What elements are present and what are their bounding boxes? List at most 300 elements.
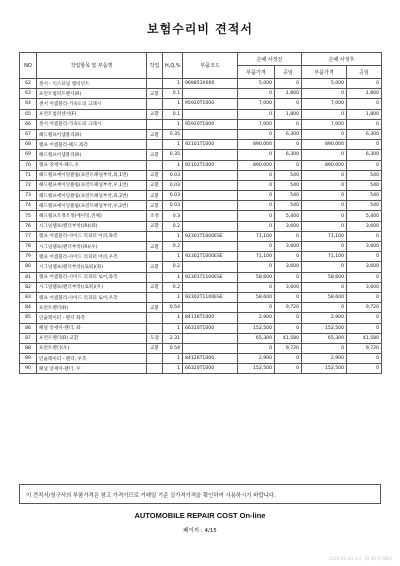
cell-l1: 9,720 (275, 343, 302, 353)
cell-l2: 6,300 (347, 129, 382, 139)
cell-p2: 2,900 (302, 313, 347, 323)
cell-p2: 0 (302, 242, 347, 252)
table-row (20, 323, 382, 333)
cell-l1: 0 (275, 313, 302, 323)
cell-item: 헤드램프에이밍클립(프런트패널부착,좌,2번) (37, 191, 147, 201)
cell-l1: 6,300 (275, 129, 302, 139)
cell-no: 90 (20, 364, 37, 374)
cell-no: 75 (20, 211, 37, 221)
cell-work: 조정 (147, 211, 163, 221)
cell-code: 84126T1000 (183, 354, 238, 364)
table-row (20, 252, 382, 262)
header-price-before: 부품가격 (238, 66, 275, 79)
cell-item: 램프 어셈블리-헤드,좌측 (37, 140, 147, 150)
header-hq: H,Q,% (163, 53, 183, 79)
brand-footer: AUTOMOBILE REPAIR COST On-line (134, 511, 266, 520)
cell-item: 프런트펜더(우) (37, 343, 147, 353)
cell-work (147, 364, 163, 374)
cell-item: 센서 - 익스터널 앰비언트 (37, 79, 147, 89)
cell-l2: 3,600 (347, 221, 382, 231)
cell-l2: 540 (347, 180, 382, 190)
cell-work (147, 272, 163, 282)
cell-p1: 2,900 (238, 354, 275, 364)
cell-no: 66 (20, 119, 37, 129)
cell-work (147, 252, 163, 262)
header-price-after: 부품가격 (302, 66, 347, 79)
cell-code (183, 211, 238, 221)
cell-work: 교환 (147, 109, 163, 119)
cell-l1: 0 (275, 99, 302, 109)
cell-hq: 1 (163, 252, 183, 262)
cell-work: 교환 (147, 150, 163, 160)
cell-hq: 2.31 (163, 333, 183, 343)
cell-item: 센서 어셈블리-가속도의 크래시 (37, 119, 147, 129)
cell-item: 프런트범퍼센서(F) (37, 109, 147, 119)
table-row (20, 313, 382, 323)
cell-p1: 0 (238, 303, 275, 313)
table-row (20, 119, 382, 129)
cell-p2: 0 (302, 262, 347, 272)
table-row (20, 170, 382, 180)
cell-code (183, 343, 238, 353)
cell-item: 시그널램프(펜더부착)(로워)(우) (37, 282, 147, 292)
cell-no: 81 (20, 272, 37, 282)
cell-code (183, 109, 238, 119)
cell-no: 79 (20, 252, 37, 262)
cell-code: 92102T1000 (183, 160, 238, 170)
cell-code (183, 89, 238, 99)
cell-l1: 6,300 (275, 150, 302, 160)
page-number: 페이지 : 4/15 (183, 528, 217, 534)
cell-p1: 0 (238, 221, 275, 231)
cell-no: 80 (20, 262, 37, 272)
cell-item: 헤드램프조정조정(에이밍,전체) (37, 211, 147, 221)
cell-l2: 0 (347, 119, 382, 129)
cell-work (147, 323, 163, 333)
cell-item: 인슐레이터 - 펜더, 우측 (37, 354, 147, 364)
cell-p1: 0 (238, 282, 275, 292)
cell-l2: 3,600 (347, 262, 382, 272)
cell-hq: 1 (163, 140, 183, 150)
cell-code (183, 262, 238, 272)
cell-code: 66310T1000 (183, 323, 238, 333)
cell-item: 프런트펜더(R) (37, 303, 147, 313)
cell-hq: 0.2 (163, 262, 183, 272)
cell-p2: 890,000 (302, 160, 347, 170)
cell-p1: 0 (238, 109, 275, 119)
table-row (20, 231, 382, 241)
cell-l2: 9,720 (347, 343, 382, 353)
cell-l2: 0 (347, 323, 382, 333)
cell-l2: 0 (347, 292, 382, 302)
cell-p2: 58,600 (302, 292, 347, 302)
cell-code: 66320T1000 (183, 364, 238, 374)
cell-p1: 0 (238, 180, 275, 190)
cell-code (183, 333, 238, 343)
cell-work: 교환 (147, 221, 163, 231)
cell-l2: 540 (347, 191, 382, 201)
cell-p1: 0 (238, 242, 275, 252)
cell-code (183, 129, 238, 139)
cell-l1: 3,600 (275, 221, 302, 231)
cell-l2: 0 (347, 313, 382, 323)
table-row (20, 282, 382, 292)
cell-hq: 0.03 (163, 201, 183, 211)
cell-work (147, 354, 163, 364)
table-row (20, 129, 382, 139)
cell-item: 램프 어셈블리-사이드 리피터 어퍼,좌측 (37, 231, 147, 241)
cell-no: 87 (20, 333, 37, 343)
cell-p2: 0 (302, 180, 347, 190)
cell-work: 교환 (147, 303, 163, 313)
cell-work: 교환 (147, 242, 163, 252)
cell-work: 교환 (147, 201, 163, 211)
cell-no: 65 (20, 109, 37, 119)
cell-hq: 1 (163, 292, 183, 302)
cell-l1: 0 (275, 354, 302, 364)
cell-hq: 1 (163, 313, 183, 323)
cell-item: 헤드램프어셈블리(R) (37, 129, 147, 139)
cell-l2: 41,580 (347, 333, 382, 343)
cell-code (183, 150, 238, 160)
cell-no: 88 (20, 343, 37, 353)
header-no: NO (20, 53, 37, 79)
cell-code: 84116T1000 (183, 313, 238, 323)
cell-p1: 0 (238, 191, 275, 201)
cell-code: 92301T1000ESE (183, 231, 238, 241)
cell-l1: 0 (275, 119, 302, 129)
cell-hq: 0.2 (163, 242, 183, 252)
table-header-row (20, 53, 382, 66)
cell-hq: 1 (163, 119, 183, 129)
cell-l1: 1,800 (275, 109, 302, 119)
cell-l2: 1,800 (347, 109, 382, 119)
cell-p2: 2,900 (302, 354, 347, 364)
cell-work (147, 231, 163, 241)
cell-code: 92302T1000ESE (183, 252, 238, 262)
cell-no: 74 (20, 201, 37, 211)
cell-no: 72 (20, 180, 37, 190)
cell-hq: 0.54 (163, 303, 183, 313)
cell-p2: 0 (302, 303, 347, 313)
cell-l1: 540 (275, 170, 302, 180)
cell-no: 82 (20, 282, 37, 292)
cell-item: 헤드램프에이밍클립(프런트패널부착,좌,1번) (37, 170, 147, 180)
cell-hq: 1 (163, 231, 183, 241)
cell-p2: 0 (302, 129, 347, 139)
cell-p2: 58,600 (302, 272, 347, 282)
table-row (20, 292, 382, 302)
cell-code: 95920T1000 (183, 119, 238, 129)
cell-p1: 58,600 (238, 272, 275, 282)
cell-hq: 1 (163, 272, 183, 282)
cell-p2: 0 (302, 109, 347, 119)
cell-item: 패널 앗세이-펜더, 좌 (37, 323, 147, 333)
cell-hq: 0.35 (163, 129, 183, 139)
cell-p2: 0 (302, 221, 347, 231)
cell-no: 71 (20, 170, 37, 180)
cell-l1: 0 (275, 364, 302, 374)
cell-work: 교환 (147, 170, 163, 180)
cell-work (147, 140, 163, 150)
header-code: 부품코드 (183, 53, 238, 79)
cell-work: 교환 (147, 191, 163, 201)
cell-item: 시그널램프(펜더부착)(R)(우) (37, 242, 147, 252)
cell-l1: 3,600 (275, 262, 302, 272)
cell-hq: 0.03 (163, 180, 183, 190)
cell-l2: 1,800 (347, 89, 382, 99)
table-row (20, 180, 382, 190)
cell-l2: 0 (347, 99, 382, 109)
table-row (20, 262, 382, 272)
cell-hq: 1 (163, 354, 183, 364)
table-row (20, 160, 382, 170)
cell-p1: 152,500 (238, 364, 275, 374)
cell-code (183, 191, 238, 201)
cell-l1: 540 (275, 180, 302, 190)
table-row (20, 79, 382, 89)
cell-l1: 0 (275, 292, 302, 302)
cell-p1: 0 (238, 343, 275, 353)
cell-item: 시그널램프(펜더부착)(로워)(좌) (37, 262, 147, 272)
cell-l1: 0 (275, 323, 302, 333)
cell-code: 969853X000 (183, 79, 238, 89)
cell-p1: 65,300 (238, 333, 275, 343)
cell-p2: 5,000 (302, 79, 347, 89)
cell-no: 69 (20, 150, 37, 160)
cell-code: 92101T1000 (183, 140, 238, 150)
cell-p1: 71,100 (238, 252, 275, 262)
cell-work (147, 313, 163, 323)
cell-hq: 1 (163, 364, 183, 374)
cell-p2: 0 (302, 89, 347, 99)
table-row (20, 191, 382, 201)
cell-l2: 5,400 (347, 211, 382, 221)
cell-l2: 0 (347, 231, 382, 241)
cell-p2: 71,100 (302, 231, 347, 241)
cell-hq: 0.03 (163, 191, 183, 201)
cell-p2: 890,000 (302, 140, 347, 150)
cell-p2: 0 (302, 150, 347, 160)
cell-p2: 7,000 (302, 99, 347, 109)
cell-hq: 0.2 (163, 282, 183, 292)
cell-work: 교환 (147, 129, 163, 139)
cell-hq: 1 (163, 160, 183, 170)
cell-l1: 0 (275, 272, 302, 282)
table-row (20, 343, 382, 353)
cell-l2: 0 (347, 160, 382, 170)
cell-item: 시그널램프(펜더부착)(R)(좌) (37, 221, 147, 231)
cell-l2: 6,300 (347, 150, 382, 160)
header-after: 손해 사정후 (302, 53, 382, 66)
cell-no: 73 (20, 191, 37, 201)
cell-work: 교환 (147, 180, 163, 190)
table-row (20, 272, 382, 282)
cell-p2: 0 (302, 170, 347, 180)
cell-item: 인슐레이터 - 펜더 좌측 (37, 313, 147, 323)
cell-hq: 0.2 (163, 221, 183, 231)
cell-l2: 0 (347, 252, 382, 262)
cell-no: 67 (20, 129, 37, 139)
cell-item: 램프 앗세이-헤드,우 (37, 160, 147, 170)
notice-box: 이 견적서/청구서의 부품가격은 참고 가격이므로 거래일 기준 실가격가격을 확인하여 사용하시기 바랍니다. (19, 484, 381, 504)
cell-l1: 0 (275, 252, 302, 262)
cell-item: 프런트범퍼트렌서(R) (37, 89, 147, 99)
cell-p1: 0 (238, 129, 275, 139)
cell-no: 84 (20, 303, 37, 313)
cell-l2: 0 (347, 354, 382, 364)
cell-hq: 0.1 (163, 89, 183, 99)
cell-work (147, 79, 163, 89)
cell-no: 63 (20, 89, 37, 99)
cell-p2: 0 (302, 343, 347, 353)
cell-p1: 152,500 (238, 323, 275, 333)
cell-l1: 540 (275, 201, 302, 211)
cell-work (147, 99, 163, 109)
header-before: 손해 사정전 (238, 53, 302, 66)
cell-code: 92301T1100ESE (183, 272, 238, 282)
header-item: 작업항목 및 부품명 (37, 53, 147, 79)
cell-l1: 5,400 (275, 211, 302, 221)
cell-l1: 540 (275, 191, 302, 201)
cell-work (147, 119, 163, 129)
cell-item: 램프 어셈블리-사이드 리피터 어퍼,우측 (37, 252, 147, 262)
header-labor-before: 공임 (275, 66, 302, 79)
cell-no: 89 (20, 354, 37, 364)
cell-hq: 0.35 (163, 150, 183, 160)
cell-p2: 65,300 (302, 333, 347, 343)
cell-hq: 1 (163, 99, 183, 109)
cell-code (183, 282, 238, 292)
estimate-table (19, 52, 382, 374)
cell-l2: 540 (347, 201, 382, 211)
cell-code: 95920T1000 (183, 99, 238, 109)
cell-p1: 7,000 (238, 99, 275, 109)
table-row (20, 221, 382, 231)
table-row (20, 242, 382, 252)
cell-code (183, 221, 238, 231)
cell-p2: 7,000 (302, 119, 347, 129)
cell-p1: 0 (238, 150, 275, 160)
cell-l1: 1,800 (275, 89, 302, 99)
cell-work (147, 292, 163, 302)
cell-l2: 3,600 (347, 242, 382, 252)
cell-hq: 1 (163, 79, 183, 89)
cell-p1: 0 (238, 89, 275, 99)
cell-work: 교환 (147, 282, 163, 292)
document-title: 보험수리비 견적서 (147, 22, 253, 36)
cell-work (147, 160, 163, 170)
cell-p2: 152,500 (302, 364, 347, 374)
table-row (20, 364, 382, 374)
cell-hq: 1 (163, 323, 183, 333)
cell-work: 교환 (147, 343, 163, 353)
cell-no: 76 (20, 221, 37, 231)
table-row (20, 109, 382, 119)
cell-l1: 0 (275, 79, 302, 89)
cell-item: 헤드램프어셈블리(R) (37, 150, 147, 160)
table-row (20, 89, 382, 99)
cell-p1: 0 (238, 201, 275, 211)
cell-l1: 0 (275, 231, 302, 241)
cell-p1: 71,100 (238, 231, 275, 241)
cell-l2: 9,720 (347, 303, 382, 313)
table-row (20, 333, 382, 343)
cell-l1: 9,720 (275, 303, 302, 313)
cell-code (183, 180, 238, 190)
cell-item: 헤드램프에이밍클립(프런트패널부착,우,1번) (37, 180, 147, 190)
cell-work: 교환 (147, 89, 163, 99)
cell-item: 램프 어셈블리-사이드 리피터 로어,우측 (37, 292, 147, 302)
cell-item: 헤드램프에이밍클립(프런트패널부착,우,2번) (37, 201, 147, 211)
table-row (20, 354, 382, 364)
cell-p1: 58,600 (238, 292, 275, 302)
cell-no: 64 (20, 99, 37, 109)
cell-hq: 0.03 (163, 170, 183, 180)
cell-p2: 0 (302, 201, 347, 211)
cell-item: 프런트펜더(R) 교환 (37, 333, 147, 343)
cell-code: 92302T1100ESE (183, 292, 238, 302)
cell-no: 68 (20, 140, 37, 150)
cell-p1: 0 (238, 262, 275, 272)
cell-l1: 0 (275, 140, 302, 150)
cell-p2: 0 (302, 211, 347, 221)
cell-no: 77 (20, 231, 37, 241)
cell-no: 86 (20, 323, 37, 333)
cell-p1: 5,000 (238, 79, 275, 89)
table-row (20, 150, 382, 160)
cell-p1: 890,000 (238, 160, 275, 170)
cell-hq: 0.54 (163, 343, 183, 353)
print-timestamp: 2020-01-03 오후 10:58:47(BH) (328, 556, 392, 561)
cell-no: 78 (20, 242, 37, 252)
cell-item: 센서 어셈블리-거속도의 크래시 (37, 99, 147, 109)
cell-l1: 3,600 (275, 242, 302, 252)
cell-p2: 152,500 (302, 323, 347, 333)
table-row (20, 99, 382, 109)
cell-code (183, 303, 238, 313)
cell-p1: 7,000 (238, 119, 275, 129)
cell-no: 62 (20, 79, 37, 89)
cell-p2: 71,100 (302, 252, 347, 262)
cell-p1: 2,900 (238, 313, 275, 323)
cell-hq: 0.3 (163, 211, 183, 221)
cell-p2: 0 (302, 191, 347, 201)
cell-code (183, 201, 238, 211)
header-labor-after: 공임 (347, 66, 382, 79)
cell-p1: 0 (238, 211, 275, 221)
cell-l1: 41,580 (275, 333, 302, 343)
cell-l2: 0 (347, 140, 382, 150)
cell-l2: 540 (347, 170, 382, 180)
cell-work: 교환 (147, 262, 163, 272)
table-row (20, 140, 382, 150)
cell-no: 70 (20, 160, 37, 170)
cell-l2: 0 (347, 272, 382, 282)
cell-no: 83 (20, 292, 37, 302)
cell-code (183, 242, 238, 252)
cell-p2: 0 (302, 282, 347, 292)
table-row (20, 201, 382, 211)
cell-work: 도장 (147, 333, 163, 343)
header-work: 작업 (147, 53, 163, 79)
cell-code (183, 170, 238, 180)
cell-l2: 0 (347, 364, 382, 374)
cell-l2: 3,600 (347, 282, 382, 292)
cell-l1: 3,600 (275, 282, 302, 292)
cell-l1: 0 (275, 160, 302, 170)
cell-p1: 0 (238, 170, 275, 180)
